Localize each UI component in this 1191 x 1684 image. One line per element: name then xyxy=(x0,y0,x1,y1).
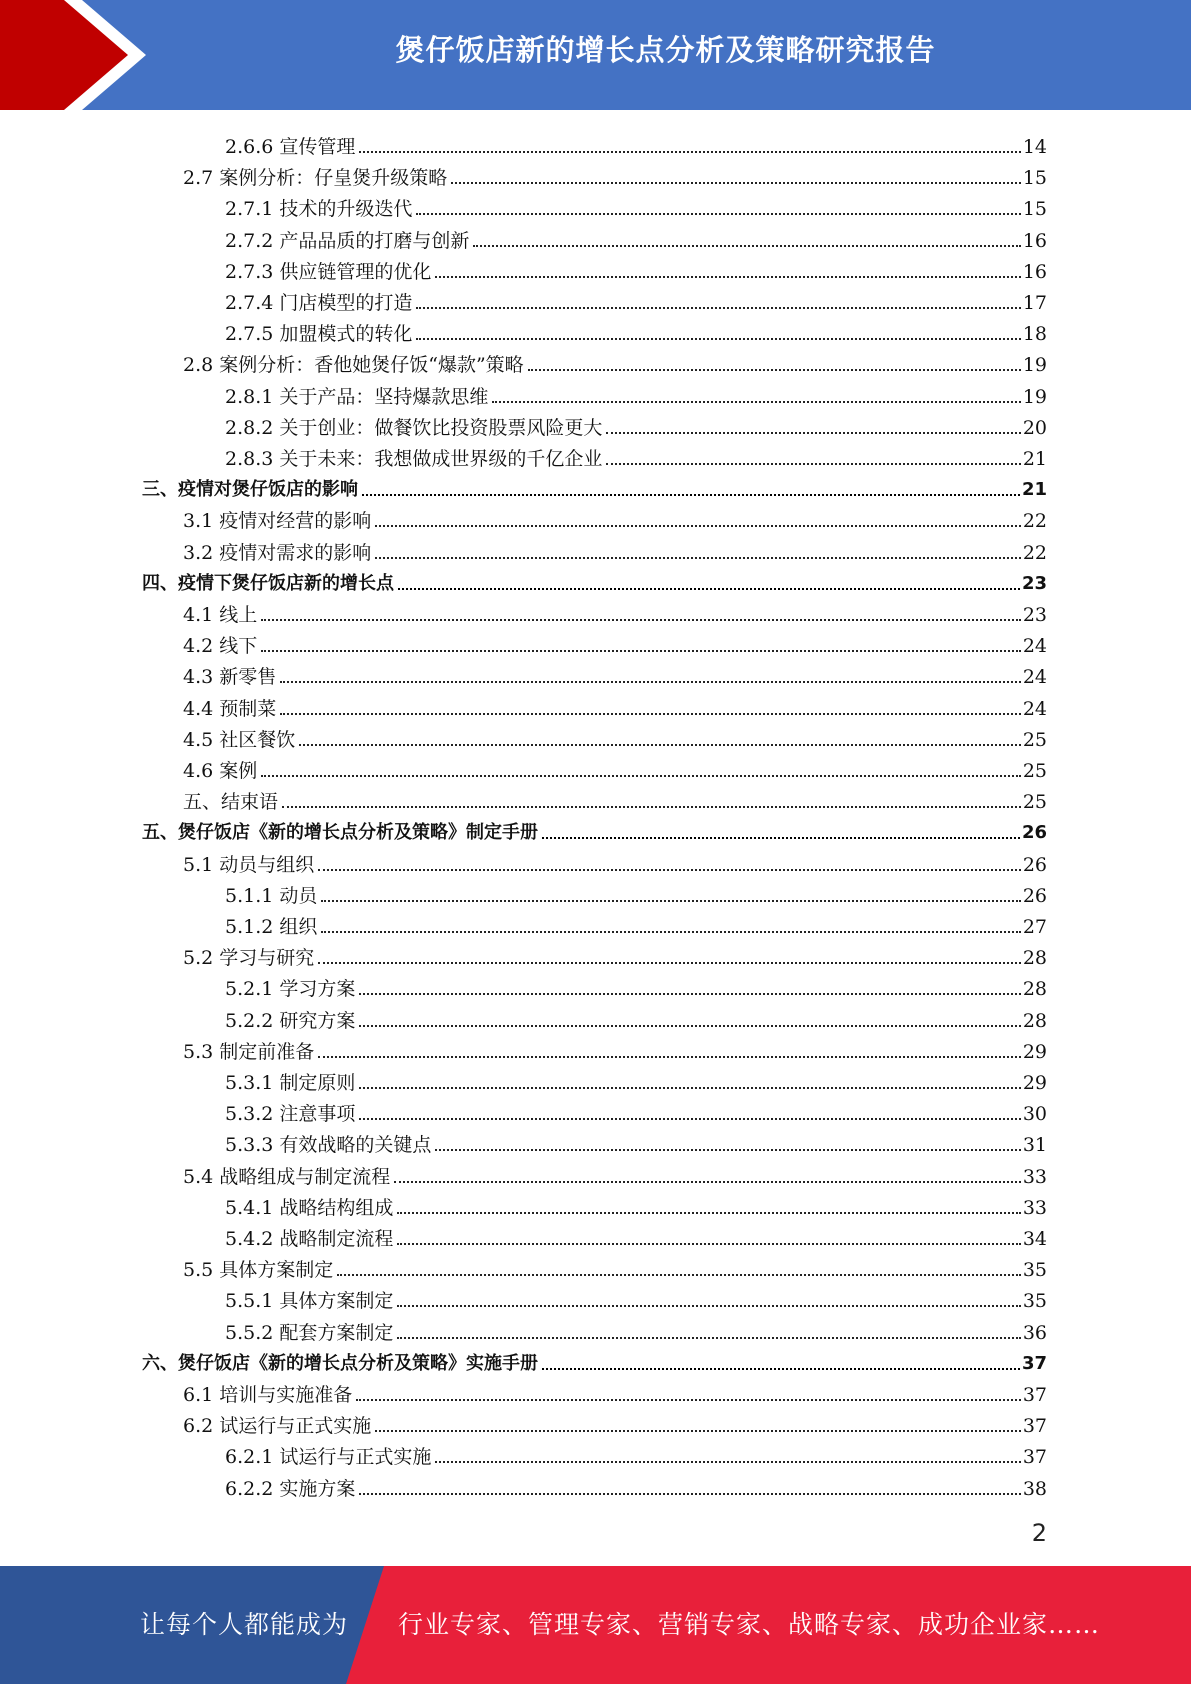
toc-dot-leader xyxy=(359,1493,1020,1495)
toc-entry[interactable] xyxy=(183,751,1047,782)
toc-entry[interactable] xyxy=(225,876,1047,907)
toc-entry-label: 4.2 线下 xyxy=(183,635,258,657)
toc-dot-leader xyxy=(542,837,1020,839)
toc-dot-leader xyxy=(299,744,1021,746)
toc-entry-label: 5.3.2 注意事项 xyxy=(225,1103,356,1125)
toc-dot-leader xyxy=(397,1243,1020,1245)
toc-entry[interactable] xyxy=(142,1344,1047,1375)
toc-dot-leader xyxy=(492,401,1020,403)
toc-entry-label: 2.8.1 关于产品：坚持爆款思维 xyxy=(225,386,489,408)
toc-entry-page: 19 xyxy=(1022,386,1047,408)
toc-entry[interactable] xyxy=(183,845,1047,876)
toc-entry[interactable] xyxy=(225,408,1047,439)
toc-entry-page: 20 xyxy=(1022,417,1047,439)
toc-entry-page: 25 xyxy=(1022,791,1047,813)
toc-dot-leader xyxy=(398,588,1020,590)
toc-entry[interactable] xyxy=(183,689,1047,720)
toc-entry-page: 15 xyxy=(1022,167,1047,189)
toc-dot-leader xyxy=(435,276,1020,278)
toc-entry-label: 5.4.1 战略结构组成 xyxy=(225,1197,394,1219)
toc-entry-label: 6.2.2 实施方案 xyxy=(225,1478,356,1500)
toc-entry[interactable] xyxy=(225,1281,1047,1312)
toc-entry[interactable] xyxy=(183,533,1047,564)
toc-entry-page: 29 xyxy=(1022,1041,1047,1063)
footer-slogan-left: 让每个人都能成为 xyxy=(140,1610,349,1639)
toc-dot-leader xyxy=(416,307,1020,309)
toc-entry-label: 2.7.5 加盟模式的转化 xyxy=(225,323,413,345)
toc-dot-leader xyxy=(261,619,1021,621)
toc-entry-label: 3.1 疫情对经营的影响 xyxy=(183,510,372,532)
toc-entry-label: 5.5.1 具体方案制定 xyxy=(225,1290,394,1312)
toc-entry-page: 23 xyxy=(1021,573,1047,594)
toc-entry-page: 26 xyxy=(1022,854,1047,876)
toc-entry-page: 24 xyxy=(1022,666,1047,688)
toc-entry-label: 2.7.4 门店模型的打造 xyxy=(225,292,413,314)
toc-entry[interactable] xyxy=(225,127,1047,158)
toc-entry-page: 14 xyxy=(1022,136,1047,158)
toc-entry[interactable] xyxy=(183,626,1047,657)
toc-entry-label: 6.2.1 试运行与正式实施 xyxy=(225,1446,432,1468)
toc-dot-leader xyxy=(375,1430,1021,1432)
toc-dot-leader xyxy=(451,182,1021,184)
toc-entry-label: 5.5 具体方案制定 xyxy=(183,1259,334,1281)
toc-dot-leader xyxy=(318,1056,1021,1058)
toc-entry-page: 38 xyxy=(1022,1478,1047,1500)
toc-entry[interactable] xyxy=(225,439,1047,470)
toc-dot-leader xyxy=(416,338,1020,340)
toc-entry-page: 24 xyxy=(1022,698,1047,720)
toc-entry-page: 22 xyxy=(1022,510,1047,532)
toc-entry-page: 33 xyxy=(1022,1166,1047,1188)
page-footer xyxy=(0,1566,1191,1684)
page-number: 2 xyxy=(1031,1519,1047,1547)
toc-entry-page: 28 xyxy=(1022,978,1047,1000)
toc-entry-page: 37 xyxy=(1021,1353,1047,1374)
page-header xyxy=(0,0,1191,110)
toc-entry-label: 2.8.3 关于未来：我想做成世界级的千亿企业 xyxy=(225,448,603,470)
toc-dot-leader xyxy=(337,1274,1021,1276)
toc-entry-page: 23 xyxy=(1022,604,1047,626)
toc-entry-label: 5.1 动员与组织 xyxy=(183,854,315,876)
toc-entry-page: 37 xyxy=(1022,1446,1047,1468)
toc-entry[interactable] xyxy=(225,907,1047,938)
toc-dot-leader xyxy=(397,1305,1020,1307)
toc-entry-page: 37 xyxy=(1022,1415,1047,1437)
toc-entry-page: 26 xyxy=(1022,885,1047,907)
toc-entry-label: 2.7.2 产品品质的打磨与创新 xyxy=(225,230,470,252)
toc-entry-label: 5.1.2 组织 xyxy=(225,916,318,938)
toc-dot-leader xyxy=(356,1399,1021,1401)
toc-entry-page: 17 xyxy=(1022,292,1047,314)
toc-entry-page: 28 xyxy=(1022,947,1047,969)
toc-entry-page: 21 xyxy=(1021,479,1047,500)
toc-dot-leader xyxy=(375,557,1021,559)
toc-dot-leader xyxy=(318,962,1021,964)
toc-entry-label: 4.6 案例 xyxy=(183,760,258,782)
toc-entry-label: 5.3.3 有效战略的关键点 xyxy=(225,1134,432,1156)
footer-slogan-right: 行业专家、管理专家、营销专家、战略专家、成功企业家…… xyxy=(398,1610,1101,1639)
toc-dot-leader xyxy=(359,1118,1020,1120)
toc-entry-label: 2.7.1 技术的升级迭代 xyxy=(225,198,413,220)
toc-dot-leader xyxy=(397,1337,1020,1339)
toc-dot-leader xyxy=(261,775,1021,777)
toc-entry[interactable] xyxy=(183,720,1047,751)
toc-entry[interactable] xyxy=(225,1313,1047,1344)
toc-entry[interactable] xyxy=(183,158,1047,189)
toc-dot-leader xyxy=(606,463,1020,465)
toc-dot-leader xyxy=(362,494,1020,496)
toc-entry-label: 5.2.2 研究方案 xyxy=(225,1010,356,1032)
toc-dot-leader xyxy=(261,650,1021,652)
toc-entry[interactable] xyxy=(225,283,1047,314)
toc-dot-leader xyxy=(416,213,1020,215)
toc-entry-page: 16 xyxy=(1022,230,1047,252)
toc-entry-page: 19 xyxy=(1022,354,1047,376)
toc-dot-leader xyxy=(280,713,1021,715)
toc-entry[interactable] xyxy=(142,470,1047,501)
toc-entry-label: 5.1.1 动员 xyxy=(225,885,318,907)
toc-entry[interactable] xyxy=(183,1032,1047,1063)
toc-entry-label: 五、煲仔饭店《新的增长点分析及策略》制定手册 xyxy=(142,822,538,843)
toc-entry[interactable] xyxy=(183,1250,1047,1281)
toc-entry-label: 2.7.3 供应链管理的优化 xyxy=(225,261,432,283)
toc-entry[interactable] xyxy=(225,377,1047,408)
toc-dot-leader xyxy=(435,1149,1020,1151)
toc-entry-label: 5.3.1 制定原则 xyxy=(225,1072,356,1094)
toc-entry-label: 4.1 线上 xyxy=(183,604,258,626)
toc-entry-label: 4.5 社区餐饮 xyxy=(183,729,296,751)
toc-entry-page: 34 xyxy=(1022,1228,1047,1250)
toc-entry[interactable] xyxy=(225,1219,1047,1250)
toc-entry[interactable] xyxy=(183,1157,1047,1188)
toc-entry[interactable] xyxy=(225,1437,1047,1468)
toc-dot-leader xyxy=(359,1025,1020,1027)
toc-entry[interactable] xyxy=(225,969,1047,1000)
toc-entry-label: 4.4 预制菜 xyxy=(183,698,277,720)
report-title: 煲仔饭店新的增长点分析及策略研究报告 xyxy=(395,33,936,67)
toc-entry[interactable] xyxy=(225,1063,1047,1094)
toc-entry-page: 28 xyxy=(1022,1010,1047,1032)
toc-entry-page: 37 xyxy=(1022,1384,1047,1406)
toc-entry[interactable] xyxy=(225,1001,1047,1032)
toc-entry-page: 22 xyxy=(1022,542,1047,564)
toc-entry[interactable] xyxy=(225,1188,1047,1219)
toc-dot-leader xyxy=(321,900,1020,902)
toc-entry-page: 24 xyxy=(1022,635,1047,657)
toc-dot-leader xyxy=(321,931,1020,933)
toc-entry-label: 四、疫情下煲仔饭店新的增长点 xyxy=(142,573,394,594)
toc-entry-page: 31 xyxy=(1022,1134,1047,1156)
toc-entry-page: 35 xyxy=(1022,1259,1047,1281)
toc-entry-page: 33 xyxy=(1022,1197,1047,1219)
toc-dot-leader xyxy=(394,1181,1021,1183)
toc-entry[interactable] xyxy=(225,189,1047,220)
toc-entry-label: 5.4.2 战略制定流程 xyxy=(225,1228,394,1250)
toc-entry-label: 2.8 案例分析：香他她煲仔饭“爆款”策略 xyxy=(183,354,524,376)
toc-entry-label: 三、疫情对煲仔饭店的影响 xyxy=(142,479,358,500)
toc-entry[interactable] xyxy=(183,657,1047,688)
toc-dot-leader xyxy=(397,1212,1020,1214)
toc-entry-page: 15 xyxy=(1022,198,1047,220)
toc-entry-label: 5.3 制定前准备 xyxy=(183,1041,315,1063)
toc-dot-leader xyxy=(606,432,1020,434)
toc-entry-page: 25 xyxy=(1022,760,1047,782)
toc-entry-page: 29 xyxy=(1022,1072,1047,1094)
toc-entry-page: 36 xyxy=(1022,1322,1047,1344)
toc-entry-label: 5.4 战略组成与制定流程 xyxy=(183,1166,391,1188)
toc-dot-leader xyxy=(528,369,1021,371)
toc-entry[interactable] xyxy=(183,1406,1047,1437)
toc-dot-leader xyxy=(318,869,1021,871)
toc-entry-page: 25 xyxy=(1022,729,1047,751)
toc-entry-label: 2.6.6 宣传管理 xyxy=(225,136,356,158)
toc-entry-label: 5.2.1 学习方案 xyxy=(225,978,356,1000)
toc-entry[interactable] xyxy=(225,221,1047,252)
toc-dot-leader xyxy=(435,1461,1020,1463)
toc-entry-label: 4.3 新零售 xyxy=(183,666,277,688)
toc-entry-label: 2.8.2 关于创业：做餐饮比投资股票风险更大 xyxy=(225,417,603,439)
toc-dot-leader xyxy=(359,151,1020,153)
toc-entry-label: 2.7 案例分析：仔皇煲升级策略 xyxy=(183,167,448,189)
toc-entry[interactable] xyxy=(183,345,1047,376)
toc-entry-label: 5.5.2 配套方案制定 xyxy=(225,1322,394,1344)
toc-dot-leader xyxy=(542,1368,1020,1370)
toc-entry[interactable] xyxy=(225,252,1047,283)
toc-dot-leader xyxy=(375,525,1021,527)
toc-entry[interactable] xyxy=(225,1125,1047,1156)
toc-entry[interactable] xyxy=(183,782,1047,813)
toc-entry[interactable] xyxy=(225,314,1047,345)
toc-entry-page: 16 xyxy=(1022,261,1047,283)
toc-entry-page: 18 xyxy=(1022,323,1047,345)
toc-dot-leader xyxy=(473,245,1020,247)
toc-entry[interactable] xyxy=(225,1094,1047,1125)
toc-entry[interactable] xyxy=(183,595,1047,626)
toc-entry[interactable] xyxy=(225,1469,1047,1500)
toc-entry-page: 21 xyxy=(1022,448,1047,470)
toc-entry[interactable] xyxy=(142,564,1047,595)
toc-dot-leader xyxy=(359,993,1020,995)
toc-entry-label: 6.1 培训与实施准备 xyxy=(183,1384,353,1406)
toc-dot-leader xyxy=(359,1087,1020,1089)
toc-dot-leader xyxy=(280,681,1021,683)
toc-entry-page: 35 xyxy=(1022,1290,1047,1312)
toc-entry[interactable] xyxy=(142,813,1047,844)
toc-entry-page: 26 xyxy=(1021,822,1047,843)
toc-entry-page: 30 xyxy=(1022,1103,1047,1125)
toc-entry-label: 6.2 试运行与正式实施 xyxy=(183,1415,372,1437)
toc-dot-leader xyxy=(282,806,1021,808)
toc-entry[interactable] xyxy=(183,501,1047,532)
toc-entry[interactable] xyxy=(183,938,1047,969)
toc-entry-page: 27 xyxy=(1022,916,1047,938)
toc-entry-label: 六、煲仔饭店《新的增长点分析及策略》实施手册 xyxy=(142,1353,538,1374)
toc-entry-label: 五、结束语 xyxy=(183,791,279,813)
toc-entry-label: 3.2 疫情对需求的影响 xyxy=(183,542,372,564)
toc-entry-label: 5.2 学习与研究 xyxy=(183,947,315,969)
toc-entry[interactable] xyxy=(183,1375,1047,1406)
